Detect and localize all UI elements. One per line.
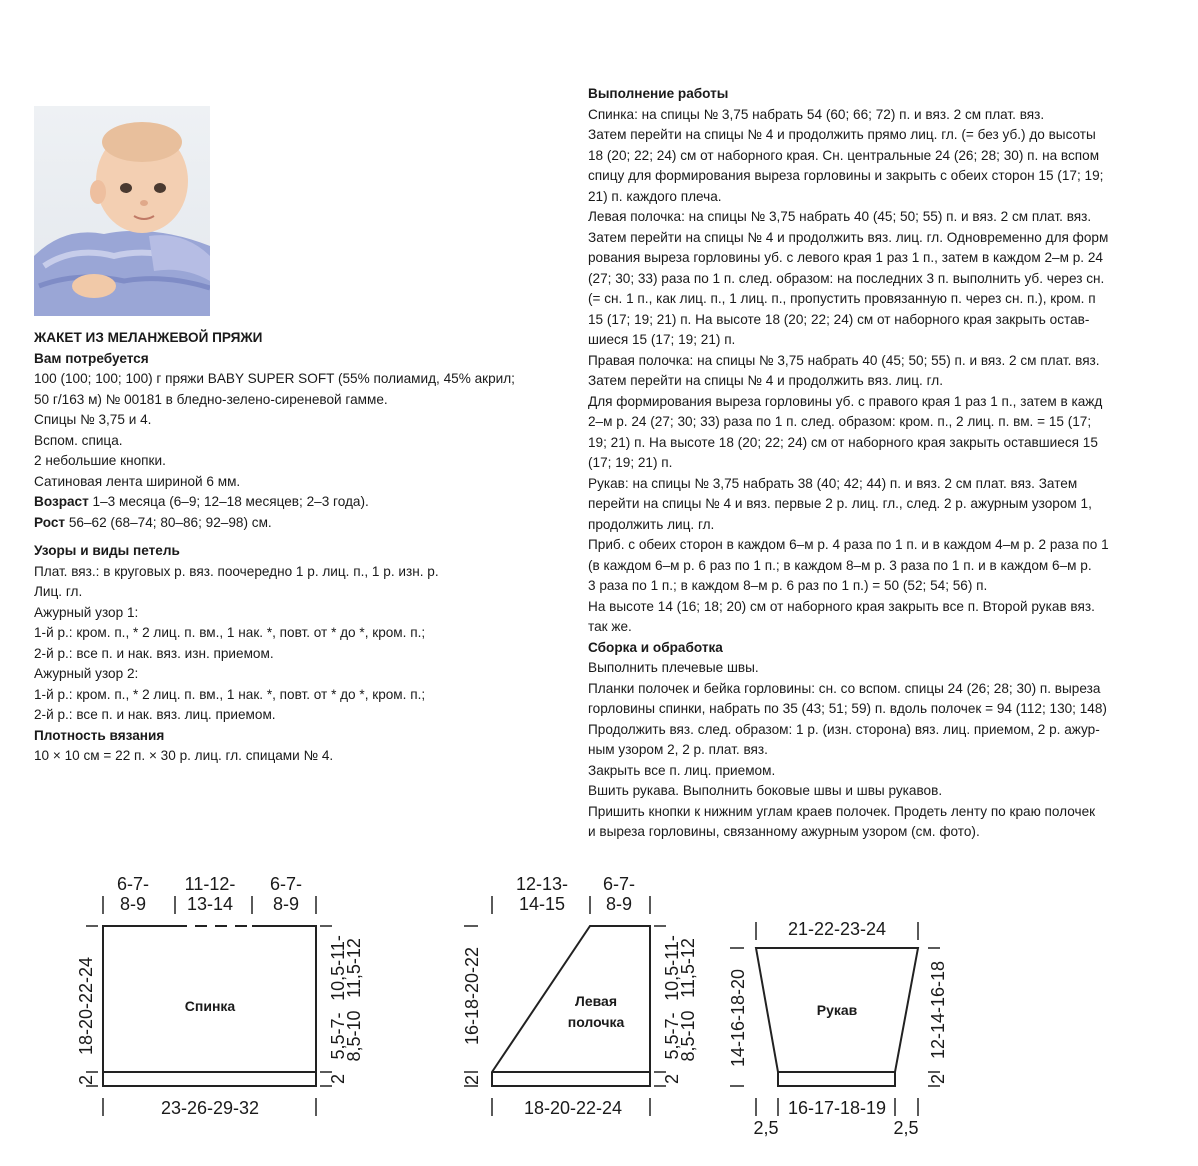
work-line: На высоте 14 (16; 18; 20) см от наборного края закрыть все п. Второй рукав вяз. [588,598,1095,614]
work-line: (17; 19; 21) п. [588,455,673,470]
right-column [588,84,1148,843]
materials-line: Вспом. спица. [34,432,123,448]
front-right-band: 2 [662,1073,682,1085]
gauge-heading: Плотность вязания [34,727,165,743]
assembly-line: и выреза горловины, связанному ажурным узором (см. фото). [588,824,980,839]
back-label: Спинка [184,998,236,1014]
sleeve-bottom-width: 16-17-18-19 [787,1098,887,1118]
work-line: шиеся 15 (17; 19; 21) п. [588,332,736,347]
materials-line: 2 небольшие кнопки. [34,453,166,468]
front-shape [492,926,650,1086]
work-line: (= сн. 1 п., как лиц. п., 1 лиц. п., пропустить провязанную п. через сн. п.), кром. п [588,291,1096,306]
left-column [34,328,554,767]
age-text: 1–3 месяца (6–9; 12–18 месяцев; 2–3 года). [88,494,369,509]
back-right-band: 2 [328,1073,348,1085]
materials-heading: Вам потребуется [34,350,149,366]
assembly-line: Продолжить вяз. след. образом: 1 р. (изн. сторона) вяз. лиц. приемом, 2 р. ажур- [588,721,1100,737]
work-heading: Выполнение работы [588,86,729,101]
back-diagram [76,874,364,1118]
sleeve-bottom-left: 2,5 [753,1118,779,1138]
sleeve-top-width: 21-22-23-24 [787,919,887,939]
work-line: перейти на спицы № 4 и вяз. первые 2 р. лиц. гл., след. 2 р. ажурным узором 1, [588,496,1092,511]
front-right-2: 8,5-10 [678,1010,698,1062]
work-line: 18 (20; 22; 24) см от наборного края. Сн. центральные 24 (26; 28; 30) п. на вспом [588,147,1100,163]
patterns-heading: Узоры и виды петель [34,543,180,558]
sleeve-diagram [728,919,948,1138]
front-top-right-2: 8-9 [605,894,633,914]
assembly-heading: Сборка и обработка [588,639,723,655]
materials-line: 100 (100; 100; 100) г пряжи BABY SUPER SOFT (55% полиамид, 45% акрил; [34,371,515,386]
height-text: 56–62 (68–74; 80–86; 92–98) см. [65,514,272,530]
work-line: Для формирования выреза горловины уб. с правого края 1 раз 1 п., затем в кажд [588,393,1103,409]
back-right-1: 5,5-7- [328,1012,348,1060]
assembly-line: Пришить кнопки к нижним углам краев полочек. Продеть ленту по краю полочек [588,803,1096,819]
work-line: Затем перейти на спицы № 4 и продолжить вяз. лиц. гл. [588,373,943,388]
patterns-line: 2-й р.: все п. и нак. вяз. лиц. приемом. [34,707,276,722]
patterns-line: Лиц. гл. [34,584,83,599]
work-line: спицу для формирования выреза горловины и закрыть с обеих сторон 15 (17; 19; [588,168,1104,183]
back-top-left-1: 6-7- [116,874,150,894]
sleeve-bottom-right: 2,5 [893,1118,919,1138]
front-top-right-1: 6-7- [602,874,636,894]
height-label: Рост [34,514,66,530]
back-top-mid-1: 11-12- [184,874,236,894]
back-top-mid-2: 13-14 [186,894,234,914]
gauge-line: 10 × 10 см = 22 п. × 30 р. лиц. гл. спицами № 4. [34,748,334,763]
sleeve-right-band: 2 [928,1073,948,1085]
work-line: 21) п. каждого плеча. [588,188,722,204]
work-line: Затем перейти на спицы № 4 и продолжить вяз. лиц. гл. Одновременно для форм [588,229,1109,245]
front-label-2: полочка [567,1014,625,1030]
front-left-height: 16-18-20-22 [462,946,482,1046]
sleeve-left-height: 14-16-18-20 [728,968,748,1068]
age-line [34,492,554,513]
work-line: рования выреза горловины уб. с левого края 1 раз 1 п., затем в каждом 2–м р. 24 [588,250,1103,265]
back-right-3: 10,5-11- [328,935,348,1001]
sleeve-label: Рукав [816,1002,858,1018]
work-line: Левая полочка: на спицы № 3,75 набрать 40 (45; 50; 55) п. и вяз. 2 см плат. вяз. [588,209,1092,224]
assembly-line: горловины спинки, набрать по 35 (43; 51; 59) п. вдоль полочек = 94 (112; 130; 148) [588,701,1107,716]
work-line: Приб. с обеих сторон в каждом 6–м р. 4 раза по 1 п. и в каждом 4–м р. 2 раза по 1 [588,537,1109,552]
work-line: (27; 30; 33) раза по 1 п. след. образом: на последних 3 п. выполнить уб. через сн. [588,270,1105,286]
assembly-line: ным узором 2, 2 р. плат. вяз. [588,742,768,757]
back-right-2: 8,5-10 [344,1010,364,1062]
back-top-right-2: 8-9 [272,894,300,914]
age-label: Возраст [34,494,89,509]
work-line: 15 (17; 19; 21) п. На высоте 18 (20; 22; 24) см от наборного края закрыть остав- [588,311,1090,327]
front-right-3: 10,5-11- [662,935,682,1001]
sleeve-right-height: 12-14-16-18 [928,960,948,1060]
front-diagram [462,874,698,1118]
pattern-diagrams [0,860,1198,1166]
assembly-line: Выполнить плечевые швы. [588,660,759,675]
patterns-line: Ажурный узор 1: [34,604,139,620]
front-top-left-2: 14-15 [518,894,566,914]
patterns-line: 1-й р.: кром. п., * 2 лиц. п. вм., 1 нак. *, повт. от * до *, кром. п.; [34,625,426,640]
assembly-line: Планки полочек и бейка горловины: сн. со вспом. спицы 24 (26; 28; 30) п. выреза [588,680,1101,696]
article-title: ЖАКЕТ ИЗ МЕЛАНЖЕВОЙ ПРЯЖИ [34,330,263,345]
patterns-line: 2-й р.: все п. и нак. вяз. изн. приемом. [34,645,274,661]
patterns-line: 1-й р.: кром. п., * 2 лиц. п. вм., 1 нак. *, повт. от * до *, кром. п.; [34,686,426,702]
work-line: Рукав: на спицы № 3,75 набрать 38 (40; 42; 44) п. и вяз. 2 см плат. вяз. Затем [588,475,1078,491]
baby-photo [34,106,210,316]
materials-line: Сатиновая лента шириной 6 мм. [34,473,241,489]
front-right-4: 11,5-12 [678,938,698,998]
height-line [34,513,554,534]
materials-line: Спицы № 3,75 и 4. [34,412,152,427]
work-line: Затем перейти на спицы № 4 и продолжить прямо лиц. гл. (= без уб.) до высоты [588,127,1096,142]
work-line: Спинка: на спицы № 3,75 набрать 54 (60; 66; 72) п. и вяз. 2 см плат. вяз. [588,106,1045,122]
assembly-line: Закрыть все п. лиц. приемом. [588,762,776,778]
back-right-4: 11,5-12 [344,938,364,998]
front-right-1: 5,5-7- [662,1012,682,1060]
front-label-1: Левая [575,993,617,1009]
back-bottom-width: 23-26-29-32 [160,1098,260,1118]
work-line: так же. [588,619,632,634]
work-line: Правая полочка: на спицы № 3,75 набрать 40 (45; 50; 55) п. и вяз. 2 см плат. вяз. [588,352,1100,368]
assembly-line: Вшить рукава. Выполнить боковые швы и швы рукавов. [588,783,943,798]
work-line: 2–м р. 24 (27; 30; 33) раза по 1 п. след. образом: кром. п., 2 лиц. п. вм. = 15 (17; [588,414,1092,429]
work-line: 3 раза по 1 п.; в каждом 8–м р. 6 раз по 1 п.) = 50 (52; 54; 56) п. [588,578,988,593]
back-left-band: 2 [76,1074,96,1086]
materials-line: 50 г/163 м) № 00181 в бледно-зелено-сиреневой гамме. [34,391,388,407]
back-top-right-1: 6-7- [269,874,303,894]
patterns-line: Ажурный узор 2: [34,666,139,681]
back-left-height: 18-20-22-24 [76,956,96,1056]
work-line: 19; 21) п. На высоте 18 (20; 22; 24) см от наборного края закрыть оставшиеся 15 [588,434,1098,450]
front-left-band: 2 [462,1074,482,1086]
work-line: (в каждом 6–м р. 6 раз по 1 п.; в каждом 8–м р. 3 раза по 1 п. и в каждом 6–м р. [588,557,1092,573]
baby-illustration-icon [34,106,210,316]
front-top-left-1: 12-13- [515,874,569,894]
work-line: продолжить лиц. гл. [588,516,715,532]
front-bottom-width: 18-20-22-24 [523,1098,623,1118]
back-top-left-2: 8-9 [119,894,147,914]
patterns-line: Плат. вяз.: в круговых р. вяз. поочередно 1 р. лиц. п., 1 р. изн. р. [34,563,439,579]
